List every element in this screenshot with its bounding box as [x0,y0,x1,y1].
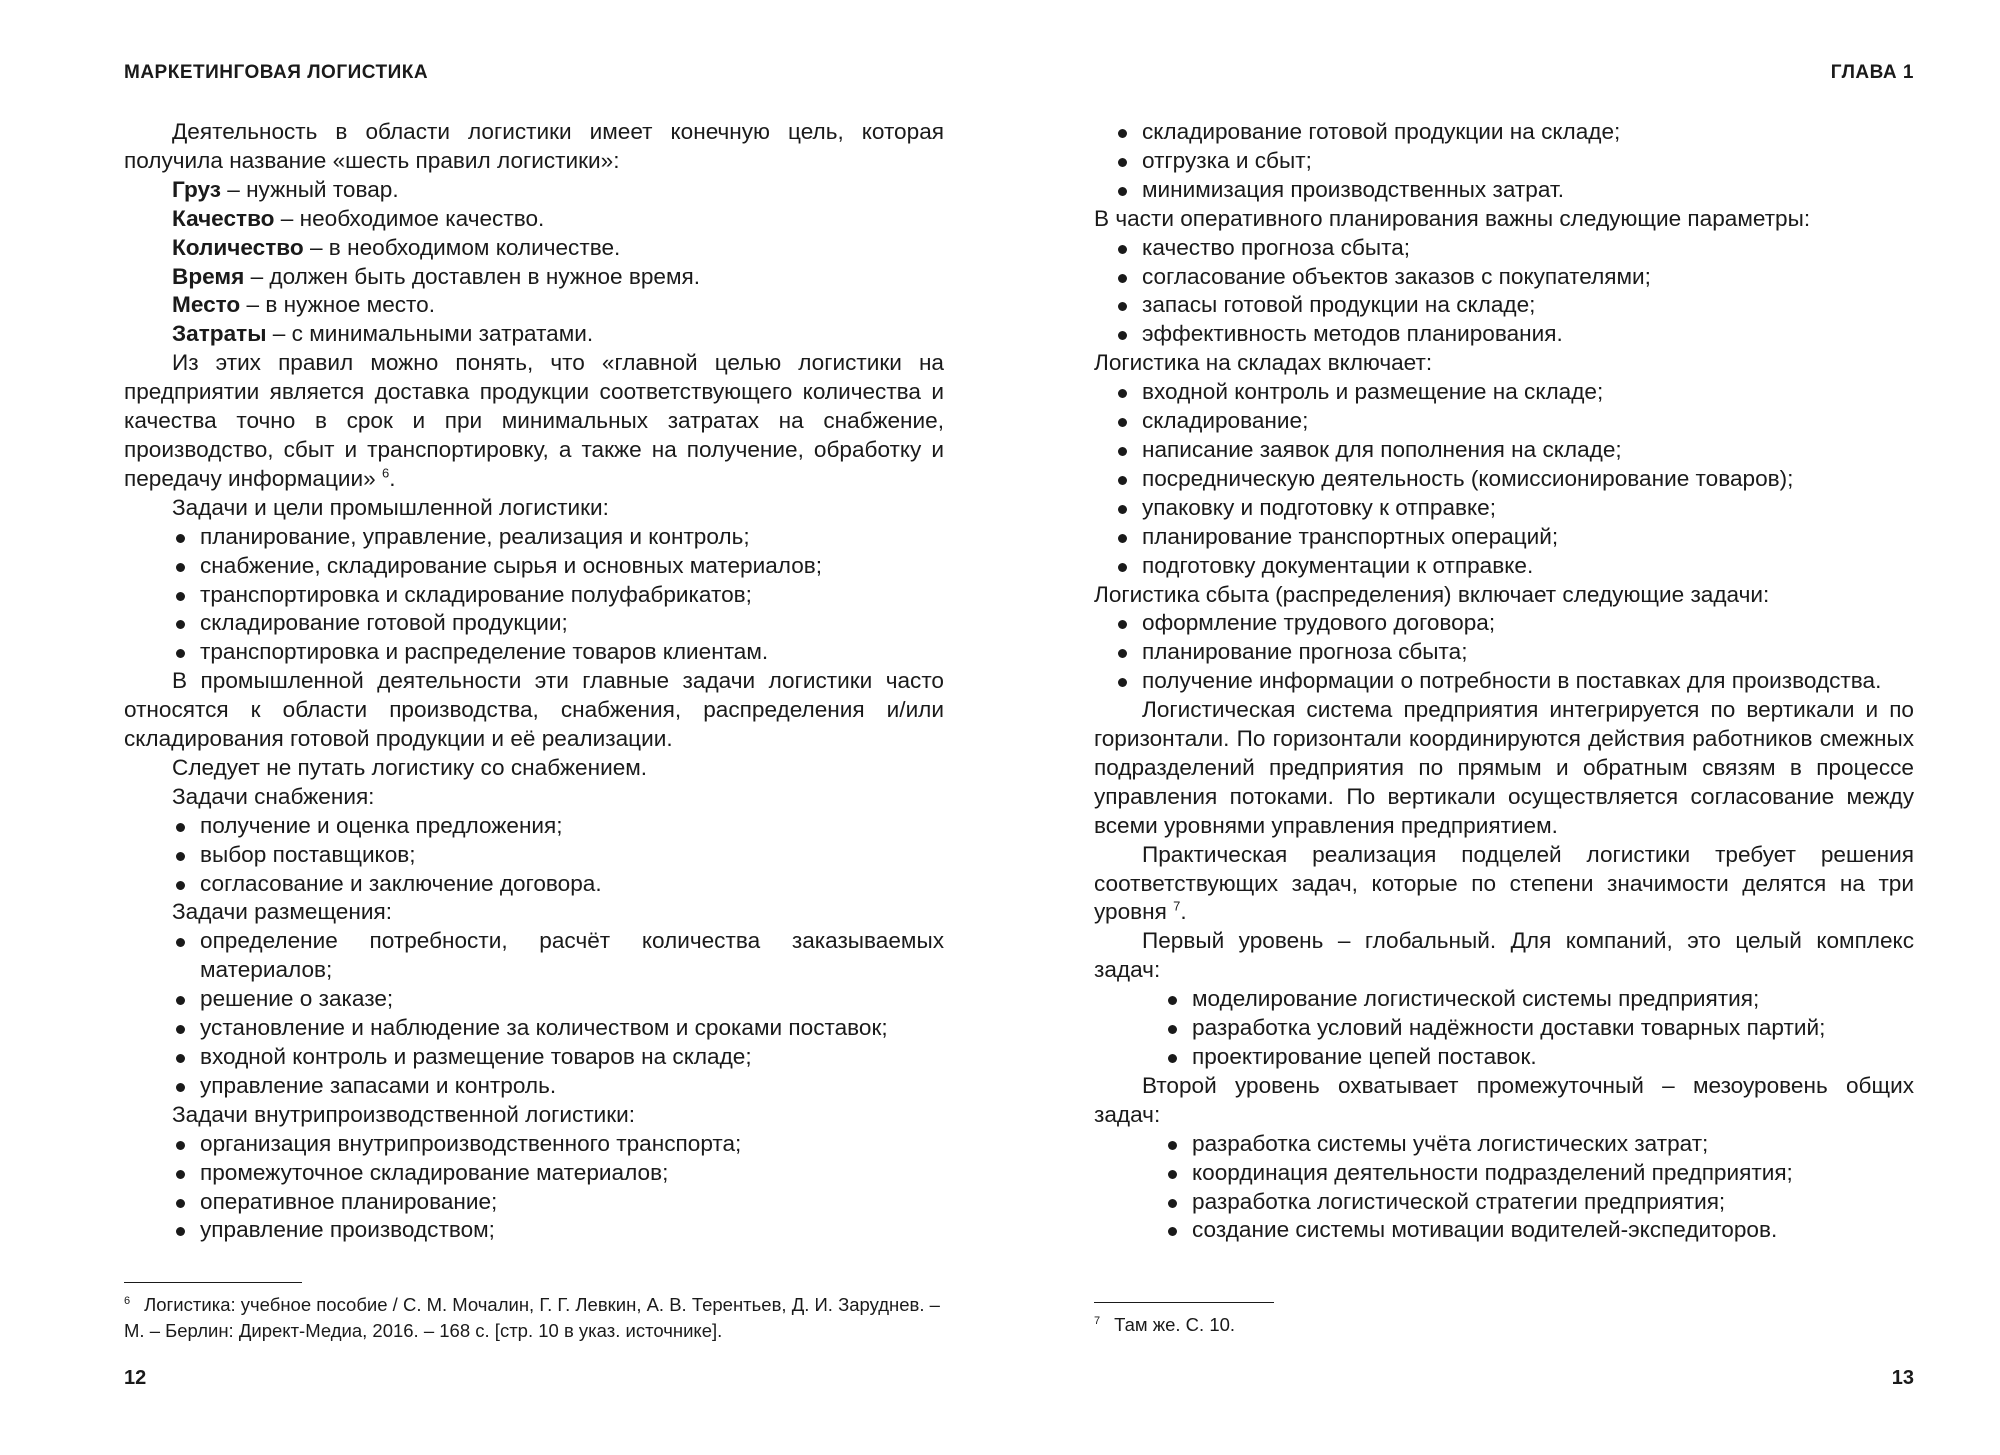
list-item: разработка системы учёта логистических затрат; [1164,1130,1914,1159]
rule-item: Количество – в необходимом количестве. [172,234,621,260]
list-item: оперативное планирование; [172,1188,944,1217]
operational-list [1094,234,1914,350]
sales-intro: Логистика сбыта (распределения) включает следующие задачи: [1094,581,1770,607]
footnote-divider [1094,1302,1274,1303]
list-item: подготовку документации к отправке. [1114,552,1914,581]
list-item: согласование объектов заказов с покупателями; [1114,263,1914,292]
sales-list [1094,609,1914,696]
rule-item: Качество – необходимое качество. [172,205,545,231]
list-item: складирование; [1114,407,1914,436]
list-item: упаковку и подготовку к отправке; [1114,494,1914,523]
global-paragraph: Первый уровень – глобальный. Для компаний, это целый комплекс задач: [1094,928,1914,983]
list-item: посредническую деятельность (комиссионирование товаров); [1114,465,1914,494]
footnote-mark: 6 [124,1294,131,1307]
right-page [1094,0,1914,1455]
list-item: получение и оценка предложения; [172,812,944,841]
list-item: создание системы мотивации водителей-экспедиторов. [1164,1216,1914,1245]
list-item: определение потребности, расчёт количества заказываемых материалов; [172,927,944,985]
footnote [1094,1312,1914,1338]
rule-item: Время – должен быть доставлен в нужное время. [172,263,701,289]
list-item: разработка условий надёжности доставки товарных партий; [1164,1014,1914,1043]
rule-item: Затраты – с минимальными затратами. [172,321,594,347]
list-item: управление запасами и контроль. [172,1072,944,1101]
footnote-mark: 7 [1094,1314,1101,1327]
list-item: складирование готовой продукции на складе; [1114,118,1914,147]
continued-list [1094,118,1914,205]
footnote [124,1292,944,1344]
integration-paragraph: Логистическая система предприятия интегрируется по вертикали и по горизонтали. По горизонтали координируются действия работников смежных подразделений предприятия по прямым и обратным связям в процессе управления потоками. По вертикали осуществляется согласование между всеми уровнями управления предприятием. [1094,697,1914,838]
warehouse-list [1094,378,1914,580]
list-item: запасы готовой продукции на складе; [1114,291,1914,320]
list-item: эффективность методов планирования. [1114,320,1914,349]
intro-paragraph: Деятельность в области логистики имеет конечную цель, которая получила название «шесть правил логистики»: [124,119,944,173]
list-item: качество прогноза сбыта; [1114,234,1914,263]
page-number: 13 [1891,1367,1914,1389]
rules-list [124,176,944,349]
industrial-paragraph: В промышленной деятельности эти главные задачи логистики часто относятся к области производства, снабжения, распределения и/или складирования готовой продукции и её реализации. [124,668,944,752]
page-number: 12 [124,1367,147,1389]
meso-paragraph: Второй уровень охватывает промежуточный – мезоуровень общих задач: [1094,1072,1914,1127]
footnote-text: Там же. С. 10. [1114,1314,1236,1335]
left-page [124,0,944,1455]
list-item: получение информации о потребности в поставках для производства. [1114,667,1914,696]
list-item: транспортировка и распределение товаров клиентам. [172,638,944,667]
operational-intro: В части оперативного планирования важны следующие параметры: [1094,205,1811,231]
list-item: транспортировка и складирование полуфабрикатов; [172,581,944,610]
list-item: решение о заказе; [172,985,944,1014]
list-item: планирование прогноза сбыта; [1114,638,1914,667]
list-item: входной контроль и размещение на складе; [1114,378,1914,407]
list-item: выбор поставщиков; [172,841,944,870]
placement-intro: Задачи размещения: [172,899,392,925]
list-item: оформление трудового договора; [1114,609,1914,638]
list-item: написание заявок для пополнения на складе; [1114,436,1914,465]
intraprod-intro: Задачи внутрипроизводственной логистики: [172,1101,636,1127]
footnote-divider [124,1282,302,1283]
list-item: снабжение, складирование сырья и основных материалов; [172,552,944,581]
quote-paragraph: Из этих правил можно понять, что «главной целью логистики на предприятии является доставка продукции соответствующего количества и качества точно в срок и при минимальных затратах на снабжение, производство, сбыт и транспортировку, а также на получение, обработку и передачу информации» $^6$. [124,350,944,491]
footnote-ref[interactable]: 7 [1173,898,1181,914]
global-list [1094,985,1914,1072]
warehouse-intro: Логистика на складах включает: [1094,350,1433,376]
running-head: МАРКЕТИНГОВАЯ ЛОГИСТИКА [124,62,429,83]
supply-list [124,812,944,899]
footnote-ref[interactable]: 6 [381,465,390,481]
running-head: ГЛАВА 1 [1830,62,1914,83]
list-item: установление и наблюдение за количеством и сроками поставок; [172,1014,944,1043]
rule-item: Место – в нужное место. [172,292,435,318]
left-body [124,118,944,1245]
list-item: организация внутрипроизводственного транспорта; [172,1130,944,1159]
list-item: промежуточное складирование материалов; [172,1159,944,1188]
list-item: отгрузка и сбыт; [1114,147,1914,176]
list-item: разработка логистической стратегии предприятия; [1164,1188,1914,1217]
list-item: координация деятельности подразделений предприятия; [1164,1159,1914,1188]
list-item: планирование, управление, реализация и контроль; [172,523,944,552]
supply-note: Следует не путать логистику со снабжением. [172,754,648,780]
placement-list [124,927,944,1100]
levels-paragraph: Практическая реализация подцелей логистики требует решения соответствующих задач, которые по степени значимости делятся на три уровня $^7$. [1094,841,1914,925]
list-item: складирование готовой продукции; [172,609,944,638]
industrial-list [124,523,944,668]
rule-item: Груз – нужный товар. [172,176,399,202]
list-item: проектирование цепей поставок. [1164,1043,1914,1072]
supply-intro: Задачи снабжения: [172,783,375,809]
list-item: планирование транспортных операций; [1114,523,1914,552]
meso-list [1094,1130,1914,1246]
right-body [1094,118,1914,1245]
list-item: моделирование логистической системы предприятия; [1164,985,1914,1014]
list-item: управление производством; [172,1216,944,1245]
intraprod-list [124,1130,944,1246]
list-item: согласование и заключение договора. [172,870,944,899]
list-item: минимизация производственных затрат. [1114,176,1914,205]
industrial-intro: Задачи и цели промышленной логистики: [172,494,609,520]
footnote-text: Логистика: учебное пособие / С. М. Мочалин, Г. Г. Левкин, А. В. Терентьев, Д. И. Заруднев. – М. – Берлин: Директ-Медиа, 2016. – 168 с. [стр. 10 в указ. источнике]. [124,1294,940,1341]
list-item: входной контроль и размещение товаров на складе; [172,1043,944,1072]
